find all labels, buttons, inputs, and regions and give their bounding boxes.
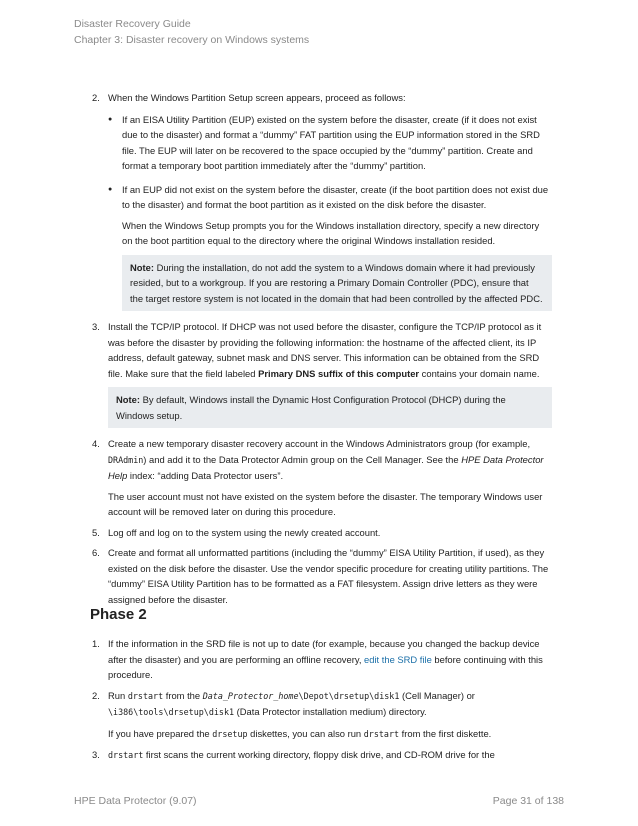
path-text: \i386\tools\drsetup\disk1 [108,707,235,717]
note-box [122,255,552,312]
step-3 [92,319,552,428]
step-text [108,747,552,764]
phase2-step-2 [92,688,552,743]
step-text: Create and format all unformatted partitions (including the “dummy” EISA Utility Partition, if used), as they existed on the disk before the disaster. Use the vendor specific procedure for creating utility partitions. The “dummy” EISA Utility Partition has to be formatted as a FAT filesystem. Assign drive letters as they were assigned before the disaster. [108,547,549,605]
step-2 [92,90,552,311]
page-number: Page 31 of 138 [492,795,564,807]
step-paragraph [108,726,552,743]
edit-srd-file-link[interactable]: edit the SRD file [364,653,432,665]
page-footer [74,795,564,807]
step-text-part: contains your domain name. [419,367,540,379]
step-number: 6. [92,547,100,558]
command-name: drsetup [212,728,248,739]
step-text [108,319,552,381]
step-number: 4. [92,438,100,449]
step-number: 3. [92,321,100,332]
bullet-item [108,112,552,174]
step-text: Log off and log on to the system using the newly created account. [108,526,381,538]
path-variable: Data_Protector_home [202,690,299,701]
bullet-text: ● If an EUP did not exist on the system before the disaster, create (if the boot partition does not exist due to the disaster) and format the boot partition as it existed on the disk before the disaster. [122,183,549,210]
step-5 [92,525,552,541]
note-box [108,387,552,428]
step-number: 2. [92,92,100,103]
header-chapter-title: Chapter 3: Disaster recovery on Windows systems [74,34,310,46]
command-name: drstart [127,690,164,701]
phase2-step-1 [92,636,552,683]
step-text-part: If you have prepared the [108,727,213,739]
step-text-part: Run [108,689,128,701]
command-name: drstart [108,750,144,760]
procedure-steps [92,90,552,612]
bullet-item [108,182,552,312]
command-name: drstart [363,728,400,739]
step-text [108,636,552,683]
note-label: Note: [130,261,154,273]
step-text-part: first scans the current working directory, floppy disk drive, and CD-ROM drive for the [143,749,495,760]
step-text-part: ) and add it to the Data Protector Admin group on the Cell Manager. See the [143,453,462,465]
step-text-part: (Cell Manager) or [399,689,475,701]
step-paragraph: When the Windows Setup prompts you for the Windows installation directory, specify a new directory on the boot partition equal to the directory where the original Windows installation resided. [122,219,540,246]
account-name: DRAdmin [108,454,144,465]
step-text-part: before continuing with this procedure. [108,653,543,680]
path-text: \Depot\drsetup\disk1 [298,690,400,701]
bullet-text: ● If an EISA Utility Partition (EUP) existed on the system before the disaster, create (if it does not exist due to the disaster) and format a “dummy” FAT partition using the EUP information stored in the SRD file. The EUP will later on be recovered to the space occupied by the “dummy” partition. Create and format a temporary boot partition immediately after the “dummy” partition. [122,113,540,171]
field-label: Primary DNS suffix of this computer [258,367,420,379]
step-text [108,688,552,721]
section-heading: Phase 2 [90,606,147,623]
phase2-step-3 [92,747,552,764]
header-guide-title: Disaster Recovery Guide [74,18,191,30]
step-6 [92,545,552,607]
step-text-part: index: “adding Data Protector users”. [127,470,284,481]
step-number: 2. [92,689,100,701]
footer-product: HPE Data Protector (9.07) [74,795,197,807]
help-reference: HPE Data Protector Help [108,453,544,481]
note-text: During the installation, do not add the system to a Windows domain where it had previously resided, but to a workgroup. If you are restoring a Primary Domain Controller (PDC), ensure that the target restore system is not located in the domain that had been controlled by the affected PDC. [130,261,543,304]
step-text-part: from the [163,689,203,701]
page-header [74,16,309,48]
step-text-part: If the information in the SRD file is not up to date (for example, because you changed the backup device after the disaster) and you are performing an offline recovery, [108,638,540,665]
note-text: By default, Windows install the Dynamic Host Configuration Protocol (DHCP) during the Windows setup. [116,394,506,421]
step-text-part: Create a new temporary disaster recovery account in the Windows Administrators group (for example, [108,438,531,449]
phase2-steps [92,636,552,769]
step-paragraph: The user account must not have existed on the system before the disaster. The temporary Windows user account will be removed later on during this procedure. [108,490,543,517]
step-text-part: (Data Protector installation medium) directory. [234,706,427,717]
step-number: 3. [92,749,100,760]
step-number: 1. [92,638,100,649]
step-text-part: Install the TCP/IP protocol. If DHCP was not used before the disaster, configure the TCP/IP protocol as it was before the disaster by providing the following information: the hostname of the affected client, its IP address, default gateway, subnet mask and DNS server. This information can be obtained from the SRD file. Make sure that the field labeled [108,321,542,379]
note-label: Note: [116,394,140,405]
step-text [108,436,552,484]
step-text-part: diskettes, you can also run [247,727,364,739]
step-4 [92,436,552,520]
step-text-part: from the first diskette. [399,727,492,739]
step-number: 5. [92,526,100,538]
step-text: When the Windows Partition Setup screen appears, proceed as follows: [108,92,406,103]
